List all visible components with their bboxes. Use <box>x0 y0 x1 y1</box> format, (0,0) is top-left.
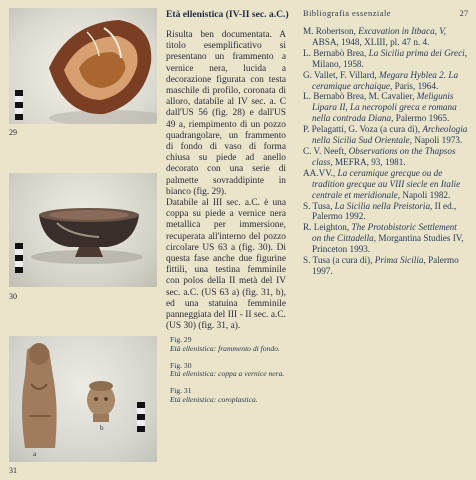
terracotta-figurines-image <box>9 336 157 462</box>
page-number: 27 <box>459 9 468 18</box>
figure-30-photo <box>9 173 157 287</box>
caption-fig-29 <box>170 336 285 354</box>
caption-number: Fig. 31 <box>170 386 192 396</box>
bibliography-entry: S. Tusa (a cura di), Prima Sicilia, Palermo 1997. <box>303 255 459 276</box>
bibliography-title: Bibliografia essenziale <box>303 9 392 18</box>
caption-text: Età ellenistica: coroplastica. <box>170 394 258 404</box>
bibliography-entry: P. Pelagatti, G. Voza (a cura di), Archeologia nella Sicilia Sud Orientale, Napoli 1973. <box>303 124 468 146</box>
caption-fig-31 <box>170 387 285 405</box>
caption-number: Fig. 29 <box>170 335 192 344</box>
bibliography-entry: L. Bernabò Brea, La Sicilia prima dei Greci, Milano, 1958. <box>303 47 467 69</box>
bibliography-list <box>303 26 468 277</box>
figure-number-29: 29 <box>9 128 17 137</box>
body-paragraph: Risulta ben documentata. A titolo esemplificativo si presentano un frammento a vernice nera, lucida a decorazione figurata con testa maschile di profilo, coronata di alloro, databile al IV sec. a. C dall'US 56 (fig. 28) e dall'US 49 a, riempimento di un pozzo quadrangolare, un frammento di fondo di vaso di forma chiusa su piede ad anello decorato con una serie di palmette sovraddipinte in bianco (fig. 29). <box>166 30 286 197</box>
scale-bar <box>137 402 145 432</box>
label-b: b <box>100 424 104 432</box>
caption-fig-30 <box>170 362 285 380</box>
scale-bar <box>15 243 23 273</box>
label-a: a <box>33 450 37 458</box>
black-glaze-cup-image <box>9 173 157 287</box>
caption-number: Fig. 30 <box>170 360 192 370</box>
caption-text: Età ellenistica: frammento di fondo. <box>170 343 280 353</box>
figure-number-30: 30 <box>9 292 17 301</box>
scale-bar <box>15 90 23 120</box>
body-paragraph: Databile al III sec. a.C. è una coppa su piede a vernice nera metallica per immersione, recuperata all'interno del pozzo circolare US 63 a (fig. 30). Di questa fase anche due figurine fittili, una testina femminile con polos della II metà del IV sec. a.C. (US 63 a) (fig. 31, b), ed una statuina femminile panneggiata del III - II sec. a.C. (US 30) (fig. 31, a). <box>166 198 286 332</box>
bibliography-entry: S. Tusa, La Sicilia nella Preistoria, II ed., Palermo 1992. <box>303 200 457 222</box>
figure-captions <box>170 336 285 413</box>
bibliography-entry: G. Vallet, F. Villard, Megara Hyblea 2. La ceramique archaique, Paris, 1964. <box>303 69 459 91</box>
bibliography-entry: AA.VV., La ceramique grecque ou de tradition grecque au VIII siecle en Italie centrale et meridionale, Napoli 1982. <box>303 167 461 200</box>
caption-text: Età ellenistica: coppa a vernice nera. <box>170 369 285 379</box>
figure-31-photo <box>9 336 157 462</box>
figure-number-31: 31 <box>9 466 17 475</box>
section-title: Età ellenistica (IV-II sec. a.C.) <box>166 9 289 20</box>
bibliography-entry: C. V. Neeft, Observations on the Thapsos class, MEFRA, 93, 1981. <box>303 145 456 167</box>
bibliography-entry: R. Leighton, The Protobistoric Settlement on the Cittadella, Morgantina Studies IV, Princeton 1993. <box>303 222 464 255</box>
bibliography-entry: M. Robertson, Excavation in Itbaca, V, ABSA, 1948, XLIII, pl. 47 n. 4. <box>303 26 446 47</box>
sherd-fragment-image <box>9 8 157 124</box>
bibliography-entry: L. Bernabò Brea, M. Cavalier, Meligunis Lipara II, La necropoli greca e romana nella contrada Diana, Palermo 1965. <box>303 91 457 124</box>
body-text <box>166 30 286 332</box>
figure-29-photo <box>9 8 157 124</box>
